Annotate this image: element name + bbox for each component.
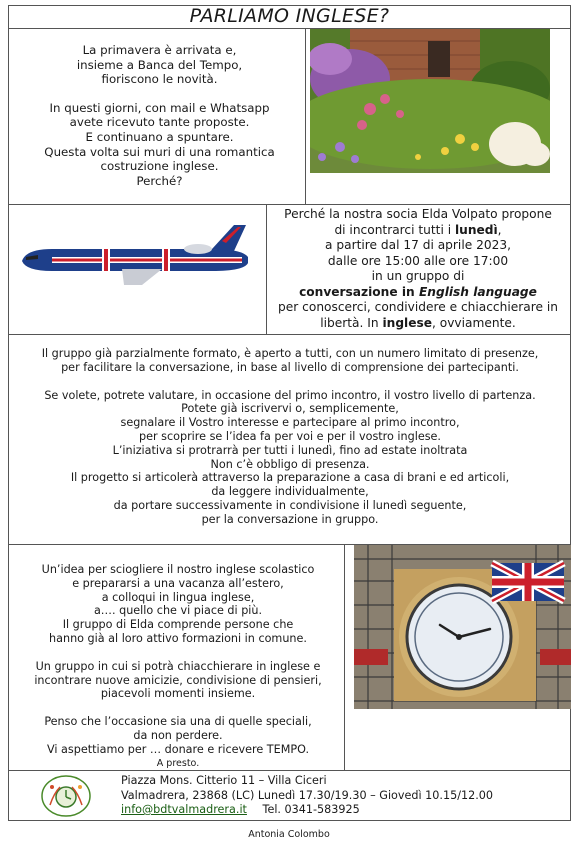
proposal-topic: conversazione in English language [299,284,537,299]
invite-text [14,563,342,770]
page-title: PARLIAMO INGLESE? [8,5,571,29]
phone-text: Tel. 0341-583925 [262,803,360,816]
details-text [16,347,564,527]
details-line: L’iniziativa si protrarrà per tutti i lunedì, fino ad estate inoltrata [112,443,468,457]
contact-line [121,803,493,818]
proposal-line: per conoscerci, condividere e chiacchierare in [278,300,558,314]
invite-line: hanno già al loro attivo formazioni in comune. [49,631,307,645]
details-section [8,335,571,545]
details-line: Potete già iscrivervi o, semplicemente, [181,402,399,416]
details-line: Il gruppo già parzialmente formato, è aperto a tutti, con un numero limitato di presenze, [41,347,539,360]
intro-line: insieme a Banca del Tempo, [76,57,243,72]
details-line: Non c’è obbligo di presenza. [210,457,370,471]
details-line: segnalare il Vostro interesse e partecipare al primo incontro, [120,416,460,430]
author-name: Antonia Colombo [248,829,330,840]
invite-line: Un’idea per sciogliere il nostro inglese scolastico [41,563,315,576]
closing-text: A presto. [156,757,200,769]
proposal-date: a partire dal 17 di aprile 2023, [325,238,511,252]
details-line: Il progetto si articolerà attraverso la preparazione a casa di brani e ed articoli, [70,471,510,485]
hours-line: Valmadrera, 23868 (LC) Lunedì 17.30/19.30 – Giovedì 10.15/12.00 [121,788,493,802]
intro-text [18,43,301,188]
details-line: per scoprire se l’idea fa per voi e per il vostro inglese. [139,429,441,443]
intro-line: Questa volta sui muri di una romantica [44,144,275,159]
invite-line: Vi aspettiamo per … donare e ricevere TEMPO. [46,742,310,756]
details-line: da leggere individualmente, [211,485,369,499]
invite-line: Il gruppo di Elda comprende persone che [62,618,294,632]
divider [305,29,306,204]
details-line: per facilitare la conversazione, in base al livello di comprensione dei partecipanti. [61,360,519,374]
intro-line: Perché? [136,173,183,188]
invite-line: Un gruppo in cui si potrà chiacchierare in inglese e [35,659,321,673]
intro-line: costruzione inglese. [100,159,219,174]
big-ben-photo [354,545,571,709]
contact-info [121,774,493,818]
invite-line: e prepararsi a una vacanza all’estero, [72,576,284,590]
intro-line: In questi giorni, con mail e Whatsapp [49,100,270,115]
bdt-logo [36,773,96,819]
intro-section [8,29,571,205]
proposal-line: in un gruppo di [371,269,465,283]
invite-section [8,545,571,771]
details-line: da portare successivamente in condivisione il lunedì seguente, [113,498,467,512]
divider [344,545,345,770]
invite-line: incontrare nuove amicizie, condivisione di pensieri, [34,673,322,687]
proposal-line: Perché la nostra socia Elda Volpato propone [284,207,552,221]
invite-line: a colloqui in lingua inglese, [101,590,255,604]
proposal-time: dalle ore 15:00 alle ore 17:00 [327,253,509,268]
invite-line: Penso che l’occasione sia una di quelle speciali, [44,715,312,729]
details-line: per la conversazione in gruppo. [201,512,379,526]
address-line: Piazza Mons. Citterio 11 – Villa Ciceri [121,774,327,787]
invite-line: piacevoli momenti insieme. [100,687,256,701]
garden-photo [310,29,550,173]
proposal-line: libertà. In inglese, ovviamente. [320,315,516,330]
intro-line: E continuano a spuntare. [85,129,234,144]
airplane-image [12,219,262,297]
intro-line: avete ricevuto tante proposte. [69,115,250,130]
divider [266,205,267,334]
intro-line: La primavera è arrivata e, [82,43,237,57]
intro-line: fioriscono le novità. [101,72,218,87]
proposal-text [270,207,566,331]
proposal-section [8,205,571,335]
details-line: Se volete, potrete valutare, in occasione del primo incontro, il vostro livello di partenza. [44,388,536,402]
footer [8,771,571,821]
proposal-line: di incontrarci tutti i lunedì, [334,222,502,237]
invite-line: a…. quello che vi piace di più. [93,604,263,618]
invite-line: da non perdere. [133,728,223,742]
email-link[interactable]: info@bdtvalmadrera.it [121,803,247,816]
